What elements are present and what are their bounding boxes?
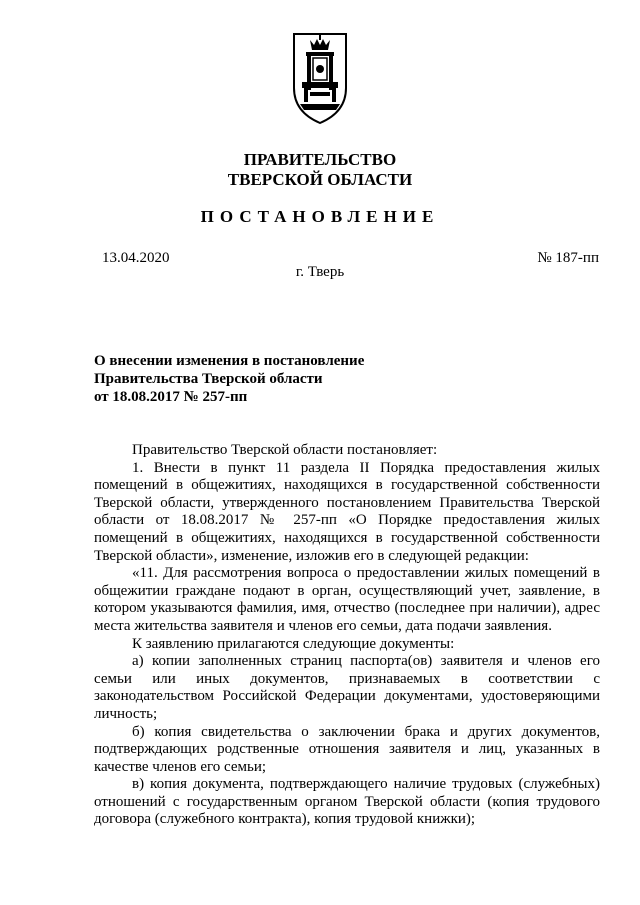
- document-type-title: ПОСТАНОВЛЕНИЕ: [200, 207, 440, 226]
- document-number: № 187-пп: [537, 250, 599, 266]
- body-paragraph: б) копия свидетельства о заключении брака и других документов, подтверждающих родственные отношения заявителя и лиц, указанных в качестве членов его семьи;: [94, 723, 600, 775]
- government-name-line2: ТВЕРСКОЙ ОБЛАСТИ: [227, 170, 413, 189]
- body-paragraph: «11. Для рассмотрения вопроса о предоставлении жилых помещений в общежитии граждане подают в орган, осуществляющий учет, заявление, в котором указываются фамилия, имя, отчество (последнее при наличии), адрес места жительства заявителя и членов его семьи, дата подачи заявления.: [94, 565, 600, 634]
- document-city: г. Тверь: [295, 264, 345, 280]
- body-paragraph: Правительство Тверской области постановляет:: [132, 442, 438, 458]
- document-date: 13.04.2020: [102, 250, 170, 266]
- document-subject: [94, 352, 414, 406]
- subject-line3: от 18.08.2017 № 257-пп: [94, 389, 248, 405]
- body-paragraph: в) копия документа, подтверждающего наличие трудовых (служебных) отношений с государственным органом Тверской области (копия трудового договора (служебного контракта), копия трудовой книжки);: [94, 776, 600, 828]
- subject-line2: Правительства Тверской области: [94, 371, 323, 387]
- body-paragraph: К заявлению прилагаются следующие документы:: [132, 635, 455, 652]
- government-name: [0, 150, 640, 190]
- body-paragraph: 1. Внести в пункт 11 раздела II Порядка предоставления жилых помещений в общежитиях, находящихся в государственной собственности Тверской области, утвержденного постановлением Правительства Тверской области от 18.08.2017 № 257-пп «О Порядке предоставления жилых помещений в общежитиях, находящихся в государственной собственности Тверской области», изменение, изложив его в следующей редакции:: [94, 459, 600, 564]
- document-body: [94, 442, 600, 829]
- coat-of-arms-icon: [290, 30, 350, 126]
- subject-line1: О внесении изменения в постановление: [94, 353, 365, 369]
- body-paragraph: а) копии заполненных страниц паспорта(ов) заявителя и членов его семьи или иных документов, признаваемых в соответствии с законодательством Российской Федерации документами, удостоверяющими личность;: [94, 653, 600, 722]
- government-name-line1: ПРАВИТЕЛЬСТВО: [243, 150, 397, 169]
